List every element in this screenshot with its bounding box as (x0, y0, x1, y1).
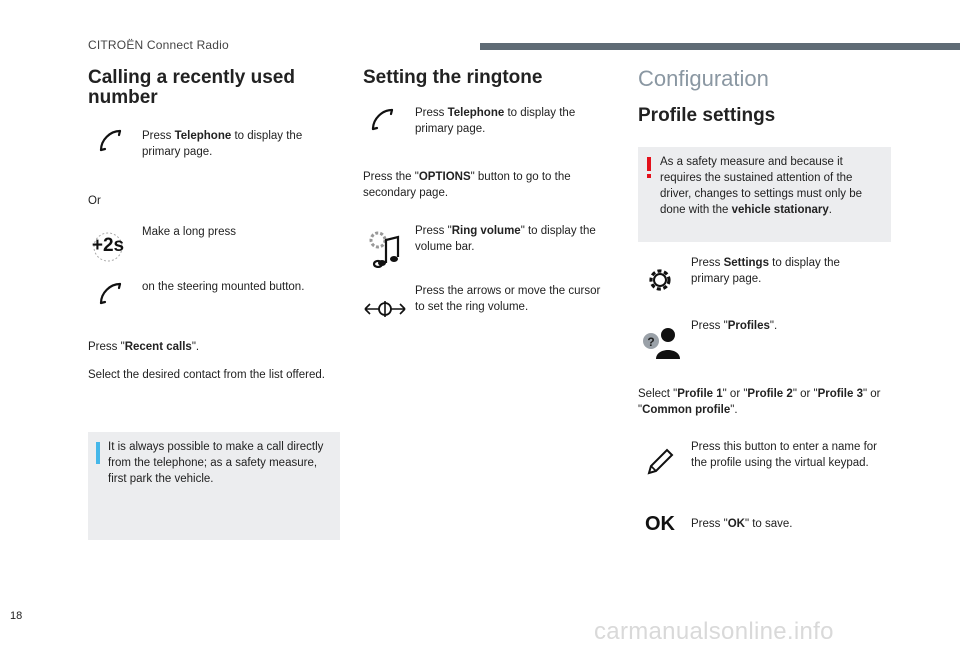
info-note-box (88, 432, 340, 540)
step-text: Press "Profiles". (691, 320, 778, 332)
or-text: Or (88, 195, 101, 207)
page-number: 18 (10, 610, 23, 622)
telephone-handset-icon (98, 128, 124, 154)
ringtone-settings-icon (366, 228, 406, 268)
step-text: Press "Recent calls". (88, 341, 200, 353)
telephone-handset-icon (98, 281, 124, 307)
warning-icon-dot (647, 174, 651, 178)
step-text: Press "Ring volume" to display the volume bar. (415, 225, 596, 253)
running-header: CITROËN Connect Radio (88, 38, 229, 52)
step-text: Press this button to enter a name for the profile using the virtual keypad. (691, 441, 878, 469)
profile-icon (640, 325, 682, 361)
warning-text: As a safety measure and because it requires the sustained attention of the driver, changes to settings must only be done with the vehicle stationary. (660, 156, 862, 216)
step-text: Make a long press (142, 226, 236, 238)
svg-text:?: ? (647, 335, 655, 349)
step-text: Press the arrows or move the cursor to set the ring volume. (415, 285, 601, 313)
header-bar (480, 43, 960, 50)
section-heading-recent-call: Calling a recently used number (88, 67, 295, 108)
step-text: Select "Profile 1" or "Profile 2" or "Profile 3" or "Common profile". (638, 388, 881, 416)
note-text: It is always possible to make a call directly from the telephone; as a safety measure, first park the vehicle. (108, 441, 324, 485)
step-text: Press Telephone to display the primary page. (142, 130, 303, 158)
step-text: Press "OK" to save. (691, 518, 793, 530)
step-text: Select the desired contact from the list offered. (88, 369, 325, 381)
telephone-handset-icon (370, 107, 396, 133)
warning-icon (647, 157, 651, 171)
plus-2s-long-press-icon: +2s (86, 231, 130, 263)
subheading-profile-settings: Profile settings (638, 105, 776, 126)
gear-icon (646, 266, 674, 294)
info-icon (96, 442, 100, 464)
step-text: Press Telephone to display the primary page. (415, 107, 576, 135)
step-text: on the steering mounted button. (142, 281, 305, 293)
pencil-icon (645, 447, 675, 477)
warning-note-box (638, 147, 891, 242)
ok-icon: OK (645, 513, 675, 535)
section-heading-configuration: Configuration (638, 66, 769, 91)
section-heading-ringtone: Setting the ringtone (363, 67, 543, 88)
slider-cursor-icon (363, 298, 407, 320)
step-text: Press Settings to display the primary page. (691, 257, 840, 285)
step-text: Press the "OPTIONS" button to go to the secondary page. (363, 171, 571, 199)
watermark: carmanualsonline.info (594, 618, 834, 645)
